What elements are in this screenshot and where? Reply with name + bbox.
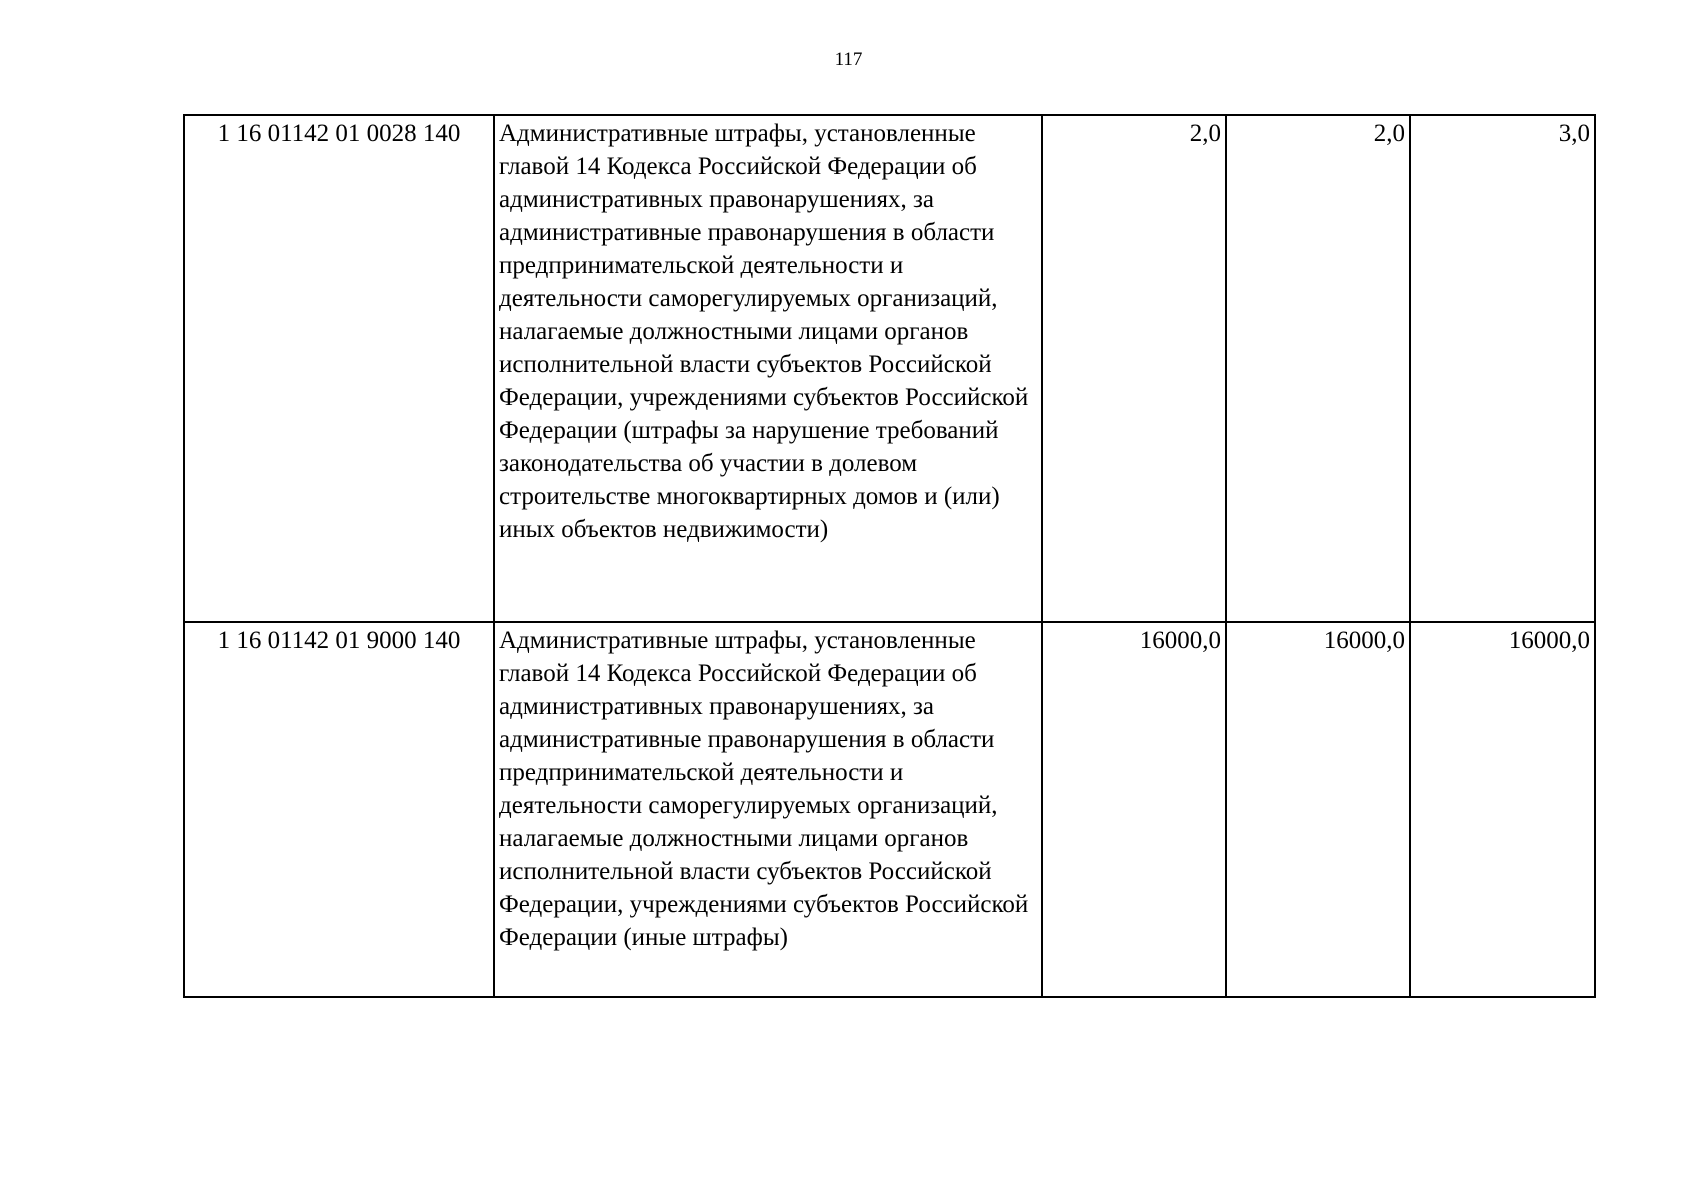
amount-year-1: 16000,0: [1042, 622, 1226, 997]
revenue-description-text: Административные штрафы, установленные главой 14 Кодекса Российской Федерации об административных правонарушениях, за административные правонарушения в области предпринимательской деятельности и деятельности саморегулируемых организаций, налагаемые должностными лицами органов исполнительной власти субъектов Российской Федерации, учреждениями субъектов Российской Федерации (иные штрафы): [499, 627, 1029, 951]
budget-classification-code: 1 16 01142 01 9000 140: [184, 622, 494, 997]
revenue-description: [494, 622, 1042, 997]
amount-year-1: 2,0: [1042, 115, 1226, 622]
table-row: [184, 622, 1595, 997]
budget-revenue-table: [183, 114, 1596, 998]
budget-classification-code: 1 16 01142 01 0028 140: [184, 115, 494, 622]
amount-year-2: 2,0: [1226, 115, 1410, 622]
revenue-description: [494, 115, 1042, 622]
amount-year-3: 16000,0: [1410, 622, 1595, 997]
amount-year-2: 16000,0: [1226, 622, 1410, 997]
revenue-description-text: Административные штрафы, установленные главой 14 Кодекса Российской Федерации об административных правонарушениях, за административные правонарушения в области предпринимательской деятельности и деятельности саморегулируемых организаций, налагаемые должностными лицами органов исполнительной власти субъектов Российской Федерации, учреждениями субъектов Российской Федерации (штрафы за нарушение требований законодательства об участии в долевом строительстве многоквартирных домов и (или) иных объектов недвижимости): [499, 120, 1029, 543]
amount-year-3: 3,0: [1410, 115, 1595, 622]
page-number: 117: [834, 49, 863, 70]
table-row: [184, 115, 1595, 622]
